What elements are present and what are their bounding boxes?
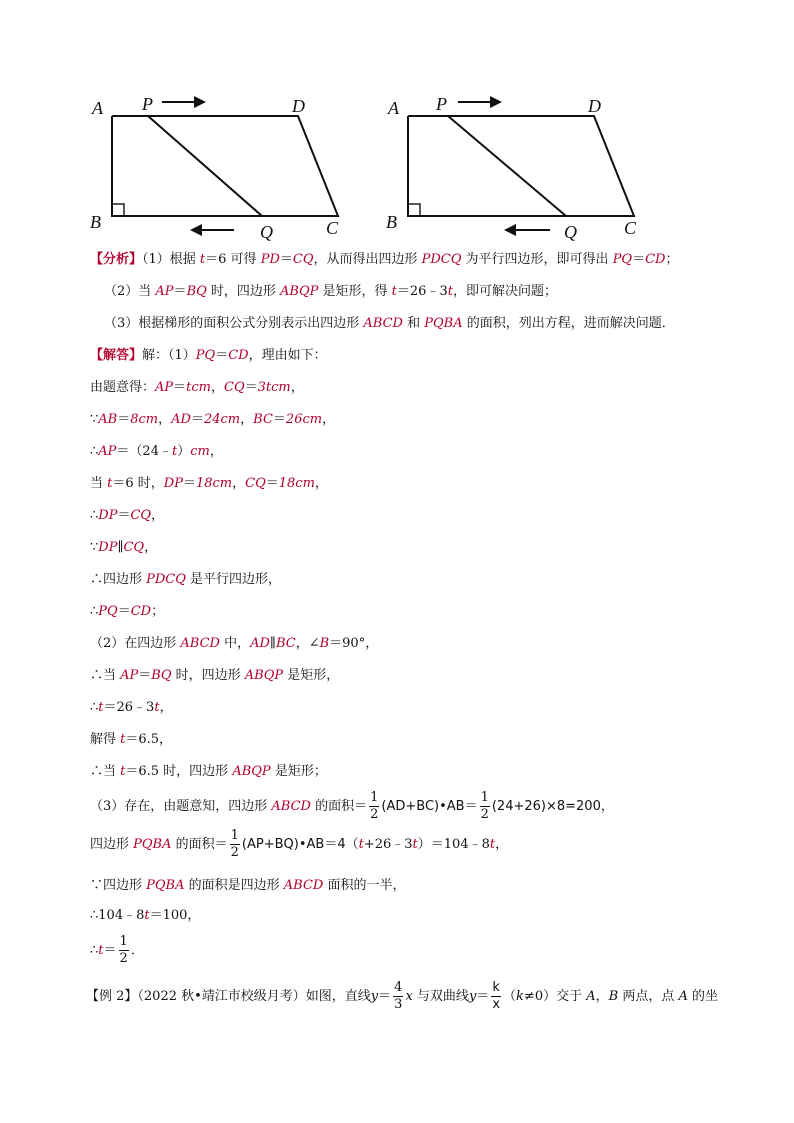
label-b: B: [386, 212, 397, 232]
solution-line-11: ∴当 AP＝BQ 时，四边形 ABQP 是矩形，: [90, 668, 340, 683]
example-2-line: 【例 2】（2022 秋•靖江市校级月考）如图，直线y＝ $\frac{4}{3}$ x 与双曲线y＝ $\frac{k}{x}$ （k≠0）交于 A，B 两点，点 A 的坐: [86, 980, 718, 1012]
label-c: C: [326, 218, 339, 238]
solution-line-5: 当 t＝6 时，DP＝18cm，CQ＝18cm，: [90, 476, 328, 491]
trapezoid-diagram-right: [380, 88, 670, 248]
fraction-four-thirds: $\frac{4}{3}$: [394, 980, 403, 1012]
fraction-half: $\frac{1}{2}$: [370, 790, 379, 822]
fraction-half: $\frac{1}{2}$: [480, 790, 489, 822]
fraction-k-over-x: $\frac{k}{x}$: [492, 980, 501, 1012]
right-angle-mark: [408, 204, 420, 216]
solution-line-18: ∴104﹣8t＝100，: [90, 908, 201, 923]
solution-line-13: 解得 t＝6.5，: [90, 732, 173, 747]
solution-line-8: ∴四边形 PDCQ 是平行四边形，: [90, 572, 282, 587]
solution-line-7: ∵DP∥CQ，: [90, 540, 158, 555]
fraction-half: $\frac{1}{2}$: [230, 828, 239, 860]
segment-pq: [448, 116, 566, 216]
label-a: A: [388, 98, 399, 118]
solution-line-19: ∴t＝ $\frac{1}{2}$ ．: [90, 934, 144, 966]
arrow-right-icon: [490, 96, 502, 108]
solution-line-4: ∴AP＝（24﹣t）cm，: [90, 444, 223, 459]
label-b: B: [90, 212, 101, 232]
fraction-half: $\frac{1}{2}$: [119, 934, 128, 966]
trapezoid-outline: [408, 116, 634, 216]
segment-pq: [148, 116, 262, 216]
solution-heading: 【解答】: [90, 348, 143, 363]
label-p: P: [436, 94, 447, 114]
solution-line-16: 四边形 PQBA 的面积＝ $\frac{1}{2}$ (AP+BQ)•AB＝4（t+26﹣3t）＝104﹣8t，: [90, 828, 509, 860]
analysis-line-3: （3）根据梯形的面积公式分别表示出四边形 ABCD 和 PQBA 的面积，列出方程，进而解决问题．: [104, 316, 675, 331]
label-q: Q: [564, 222, 577, 242]
right-angle-mark: [112, 204, 124, 216]
label-p: P: [142, 94, 153, 114]
label-q: Q: [260, 222, 273, 242]
solution-line-3: ∵AB＝8cm，AD＝24cm，BC＝26cm，: [90, 412, 336, 427]
figure-right: [380, 88, 670, 248]
trapezoid-outline: [112, 116, 338, 216]
label-d: D: [292, 96, 305, 116]
solution-line-2: 由题意得：AP＝tcm，CQ＝3tcm，: [90, 380, 304, 395]
label-c: C: [624, 218, 637, 238]
analysis-line-1: 【分析】（1）根据 t＝6 可得 PD＝CQ，从而得出四边形 PDCQ 为平行四边形，即可得出 PQ＝CD；: [90, 252, 679, 267]
solution-line-12: ∴t＝26﹣3t，: [90, 700, 173, 715]
label-a: A: [92, 98, 103, 118]
figure-left: [84, 88, 374, 248]
solution-line-10: （2）在四边形 ABCD 中，AD∥BC，∠B＝90°，: [90, 636, 379, 651]
solution-line-14: ∴当 t＝6.5 时，四边形 ABQP 是矩形；: [90, 764, 327, 779]
solution-line-17: ∵四边形 PQBA 的面积是四边形 ABCD 面积的一半，: [90, 878, 406, 893]
solution-line-9: ∴PQ＝CD；: [90, 604, 165, 619]
solution-line-15: （3）存在，由题意知，四边形 ABCD 的面积＝ $\frac{1}{2}$ (AD+BC)•AB＝ $\frac{1}{2}$ (24+26)×8=200，: [90, 790, 614, 822]
analysis-heading: 【分析】: [90, 252, 143, 267]
analysis-line-2: （2）当 AP＝BQ 时，四边形 ABQP 是矩形，得 t＝26﹣3t，即可解决问题；: [104, 284, 557, 299]
arrow-left-icon: [190, 224, 202, 236]
trapezoid-diagram-left: [84, 88, 374, 248]
solution-line-1: 【解答】解：（1）PQ＝CD，理由如下：: [90, 348, 327, 363]
label-d: D: [588, 96, 601, 116]
solution-line-6: ∴DP＝CQ，: [90, 508, 165, 523]
arrow-right-icon: [194, 96, 206, 108]
arrow-left-icon: [504, 224, 516, 236]
